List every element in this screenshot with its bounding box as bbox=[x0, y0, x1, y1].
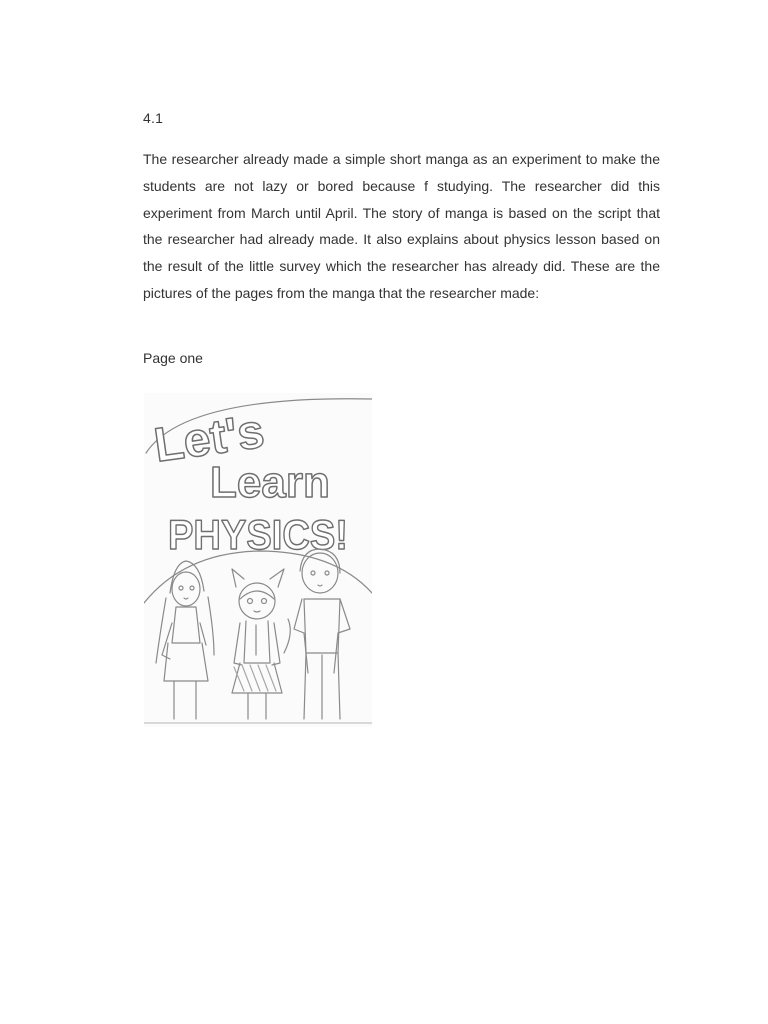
figure-caption: Page one bbox=[143, 350, 203, 366]
manga-sketch bbox=[144, 393, 372, 727]
character-girl-left bbox=[156, 561, 214, 719]
character-girl-middle bbox=[232, 569, 290, 719]
manga-cover-image bbox=[144, 393, 372, 727]
cover-title-line1: Let's bbox=[151, 404, 268, 473]
body-paragraph: The researcher already made a simple short manga as an experiment to make the students are not lazy or bored because f studying. The researcher did this experiment from March until April. The story of manga is based on the script that the researcher had already made. It also explains about physics lesson based on the result of the little survey which the researcher has already did. These are the pictures of the pages from the manga that the researcher made: bbox=[143, 151, 660, 301]
cover-title-line3: PHYSICS! bbox=[168, 511, 348, 558]
character-boy-right bbox=[294, 549, 350, 719]
cover-title-line2: Learn bbox=[210, 458, 330, 507]
section-number: 4.1 bbox=[143, 110, 164, 126]
